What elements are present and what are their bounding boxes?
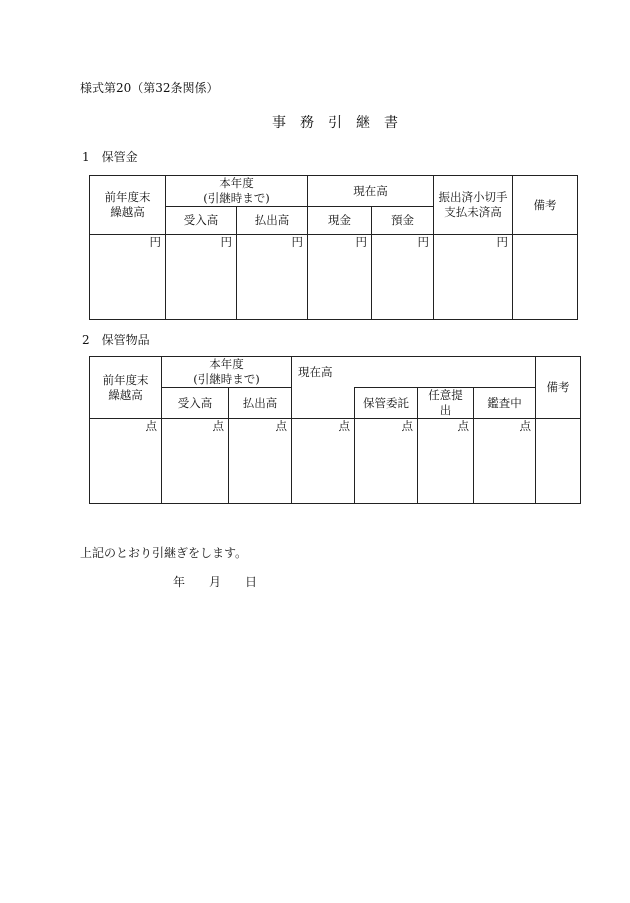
header-voluntary: 任意提 出 xyxy=(418,388,474,419)
table-row xyxy=(90,419,581,504)
header-prev-balance: 前年度末 繰越高 xyxy=(90,357,162,419)
cell-voluntary[interactable]: 点 xyxy=(418,419,474,504)
section1-heading: 1 保管金 xyxy=(82,150,138,164)
cell-remarks[interactable] xyxy=(536,419,581,504)
date-line[interactable]: 年 月 日 xyxy=(173,575,258,589)
custody-items-table xyxy=(89,356,581,504)
custody-money-table xyxy=(89,175,578,320)
cell-inspection[interactable]: 点 xyxy=(474,419,536,504)
header-present: 現在高 xyxy=(292,357,536,388)
cell-received[interactable]: 円 xyxy=(166,235,237,320)
header-present: 現在高 xyxy=(308,176,434,207)
header-received: 受入高 xyxy=(166,207,237,235)
section2-heading: 2 保管物品 xyxy=(82,333,150,347)
header-custody: 保管委託 xyxy=(355,388,418,419)
cell-present[interactable]: 点 xyxy=(292,419,355,504)
header-prev-balance: 前年度末 繰越高 xyxy=(90,176,166,235)
table-row xyxy=(90,235,578,320)
form-number: 様式第20（第32条関係） xyxy=(80,81,219,95)
cell-checks[interactable]: 円 xyxy=(434,235,513,320)
header-cash: 現金 xyxy=(308,207,372,235)
cell-prev[interactable]: 円 xyxy=(90,235,166,320)
header-remarks: 備考 xyxy=(513,176,578,235)
cell-remarks[interactable] xyxy=(513,235,578,320)
header-current-year: 本年度 (引継時まで) xyxy=(166,176,308,207)
header-deposit: 預金 xyxy=(372,207,434,235)
closing-text: 上記のとおり引継ぎをします。 xyxy=(80,546,248,560)
cell-custody[interactable]: 点 xyxy=(355,419,418,504)
cell-prev[interactable]: 点 xyxy=(90,419,162,504)
cell-paid[interactable]: 点 xyxy=(229,419,292,504)
header-checks: 振出済小切手 支払未済高 xyxy=(434,176,513,235)
header-remarks: 備考 xyxy=(536,357,581,419)
document-title: 事 務 引 継 書 xyxy=(272,115,398,131)
header-paid: 払出高 xyxy=(229,388,292,419)
header-paid: 払出高 xyxy=(237,207,308,235)
header-inspection: 鑑査中 xyxy=(474,388,536,419)
header-current-year: 本年度 (引継時まで) xyxy=(162,357,292,388)
cell-received[interactable]: 点 xyxy=(162,419,229,504)
header-present-blank xyxy=(292,388,355,419)
cell-deposit[interactable]: 円 xyxy=(372,235,434,320)
cell-cash[interactable]: 円 xyxy=(308,235,372,320)
cell-paid[interactable]: 円 xyxy=(237,235,308,320)
header-received: 受入高 xyxy=(162,388,229,419)
